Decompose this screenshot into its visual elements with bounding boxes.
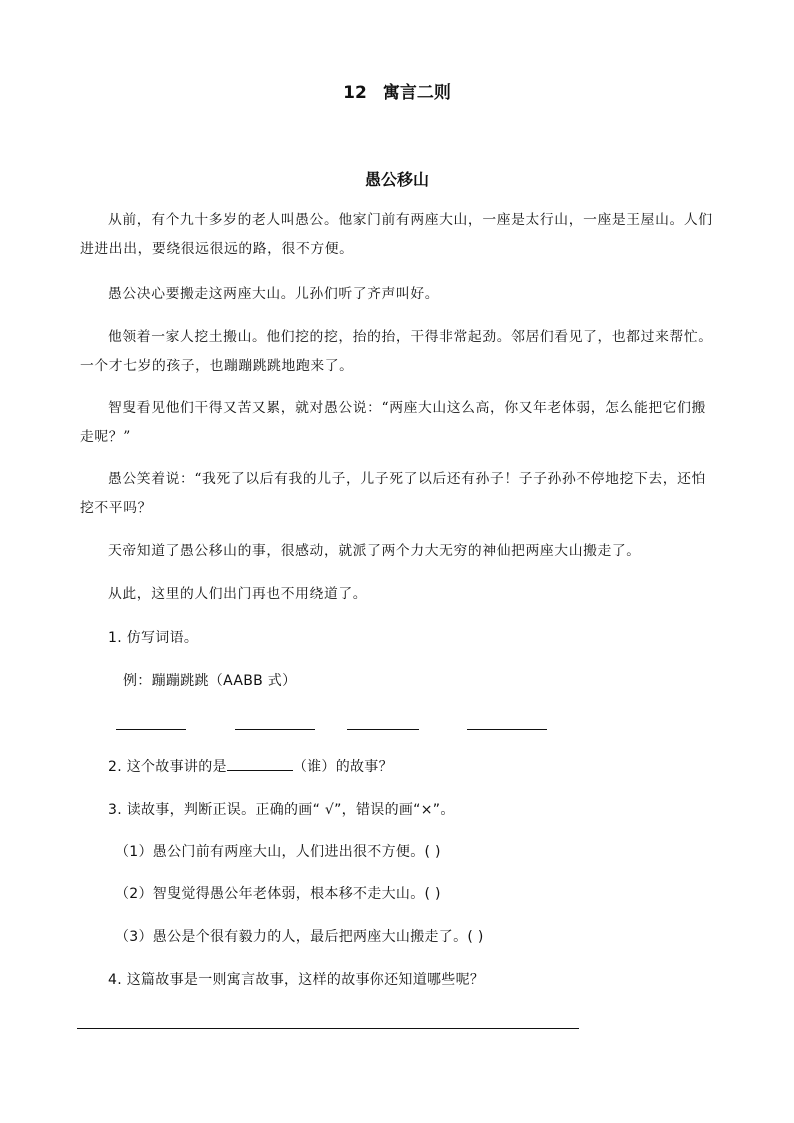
question-4-label: 4. 这篇故事是一则寓言故事，这样的故事你还知道哪些呢？ xyxy=(108,972,485,988)
question-2 xyxy=(108,755,393,779)
answer-blank-1[interactable] xyxy=(116,729,186,730)
question-2-text-before: 2. 这个故事讲的是 xyxy=(108,759,227,775)
question-3-label: 3. 读故事，判断正误。正确的画“ √”，错误的画“×”。 xyxy=(108,802,455,818)
question-2-text-after: （谁）的故事？ xyxy=(292,759,393,775)
story-paragraph-2: 愚公决心要搬走这两座大山。儿孙们听了齐声叫好。 xyxy=(108,286,440,302)
story-paragraph-7: 从此，这里的人们出门再也不用绕道了。 xyxy=(108,586,368,602)
lesson-title xyxy=(0,80,794,106)
question-2-blank[interactable] xyxy=(227,756,293,771)
question-4-answer-line[interactable] xyxy=(77,1028,579,1029)
story-paragraph-1: 从前，有个九十多岁的老人叫愚公。他家门前有两座大山，一座是太行山，一座是王屋山。人们进进出出，要绕很远很远的路，很不方便。 xyxy=(80,212,713,257)
lesson-number: 12 xyxy=(343,83,367,103)
question-3-item-1: （1）愚公门前有两座大山，人们进出很不方便。( ) xyxy=(115,844,441,860)
question-1-example: 例：蹦蹦跳跳（AABB 式） xyxy=(123,673,297,689)
question-3-item-2: （2）智叟觉得愚公年老体弱，根本移不走大山。( ) xyxy=(115,886,441,902)
story-paragraph-6: 天帝知道了愚公移山的事，很感动，就派了两个力大无穷的神仙把两座大山搬走了。 xyxy=(108,543,641,559)
question-3-item-3: （3）愚公是个很有毅力的人，最后把两座大山搬走了。( ) xyxy=(115,929,484,945)
story-paragraph-5: 愚公笑着说：“我死了以后有我的儿子，儿子死了以后还有孙子！子子孙孙不停地挖下去，还怕挖不平吗？ xyxy=(80,471,706,516)
story-heading: 愚公移山 xyxy=(364,170,429,189)
answer-blank-3[interactable] xyxy=(347,729,419,730)
lesson-title-text: 寓言二则 xyxy=(382,83,451,103)
story-paragraph-3: 他领着一家人挖土搬山。他们挖的挖，抬的抬，干得非常起劲。邻居们看见了，也都过来帮忙。一个才七岁的孩子，也蹦蹦跳跳地跑来了。 xyxy=(80,329,713,374)
story-paragraph-4: 智叟看见他们干得又苦又累，就对愚公说：“两座大山这么高，你又年老体弱，怎么能把它们搬走呢？” xyxy=(80,400,706,445)
answer-blank-2[interactable] xyxy=(235,729,315,730)
question-1-label: 1. 仿写词语。 xyxy=(108,630,199,646)
answer-blank-4[interactable] xyxy=(467,729,547,730)
